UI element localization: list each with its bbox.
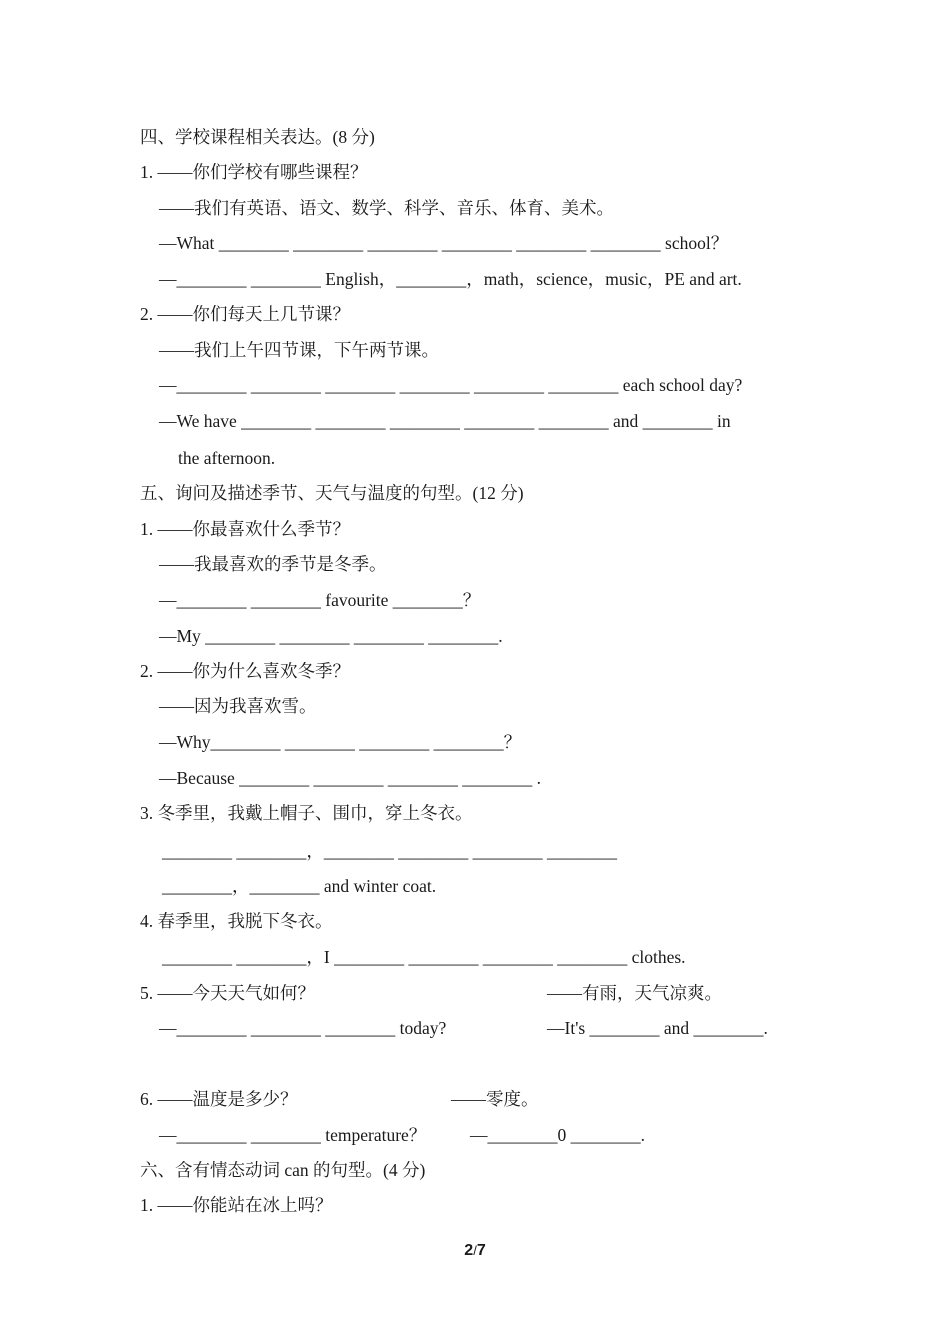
s5-q3-cn: 3. 冬季里，我戴上帽子、围巾，穿上冬衣。 [140, 803, 473, 823]
s5-q2-en-question: —Why________ ________ ________ ________？ [159, 732, 522, 752]
s6-q1-cn-question: 1. ——你能站在冰上吗？ [140, 1195, 333, 1215]
s5-q2-en-answer: —Because ________ ________ ________ ________ . [159, 768, 542, 788]
s5-q6-en-question: —________ ________ temperature？ [159, 1125, 427, 1145]
s4-q1-en-answer: —________ ________ English，________，math，science，music，PE and art. [159, 269, 742, 289]
s4-q2-en-answer: —We have ________ ________ ________ ________ ________ and ________ in [159, 411, 731, 431]
s4-q1-cn-question: 1. ——你们学校有哪些课程？ [140, 162, 368, 182]
s5-q2-cn-question: 2. ——你为什么喜欢冬季？ [140, 661, 350, 681]
s5-q5-en-question: —________ ________ ________ today? [159, 1018, 447, 1038]
s4-q2-cn-answer: ——我们上午四节课，下午两节课。 [159, 340, 439, 360]
s4-q1-en-question: —What ________ ________ ________ ________ ________ ________ school？ [159, 233, 729, 253]
s5-q3-en-line2: ________，________ and winter coat. [162, 876, 437, 896]
s5-q5-cn-question: 5. ——今天天气如何？ [140, 983, 315, 1003]
s5-q1-cn-question: 1. ——你最喜欢什么季节？ [140, 519, 350, 539]
s5-q1-en-answer: —My ________ ________ ________ ________. [159, 626, 503, 646]
s5-q6-cn-answer: ——零度。 [451, 1089, 539, 1109]
section-4-title: 四、学校课程相关表达。(8 分) [140, 127, 375, 147]
total-pages: 7 [476, 1242, 486, 1259]
s5-q1-cn-answer: ——我最喜欢的季节是冬季。 [159, 554, 387, 574]
s5-q6-cn-question: 6. ——温度是多少？ [140, 1089, 298, 1109]
page-separator: / [473, 1243, 477, 1258]
section-6-title: 六、含有情态动词 can 的句型。(4 分) [140, 1160, 426, 1180]
s5-q6-en-answer: —________0 ________. [470, 1125, 645, 1145]
current-page: 2 [464, 1242, 474, 1259]
section-5-title: 五、询问及描述季节、天气与温度的句型。(12 分) [140, 483, 524, 503]
s4-q2-en-question: —________ ________ ________ ________ ________ ________ each school day? [159, 375, 743, 395]
s5-q4-cn: 4. 春季里，我脱下冬衣。 [140, 911, 333, 931]
s5-q4-en: ________ ________，I ________ ________ ________ ________ clothes. [162, 947, 686, 967]
s5-q1-en-question: —________ ________ favourite ________？ [159, 590, 481, 610]
s4-q1-cn-answer: ——我们有英语、语文、数学、科学、音乐、体育、美术。 [159, 198, 614, 218]
s4-q2-cn-question: 2. ——你们每天上几节课？ [140, 304, 350, 324]
s4-q2-en-answer-cont: the afternoon. [178, 448, 276, 468]
s5-q5-en-answer: —It's ________ and ________. [547, 1018, 768, 1038]
s5-q3-en-line1: ________ ________，________ ________ ________ ________ [162, 841, 617, 861]
page-number [0, 1242, 950, 1260]
s5-q2-cn-answer: ——因为我喜欢雪。 [159, 696, 317, 716]
s5-q5-cn-answer: ——有雨，天气凉爽。 [547, 983, 722, 1003]
